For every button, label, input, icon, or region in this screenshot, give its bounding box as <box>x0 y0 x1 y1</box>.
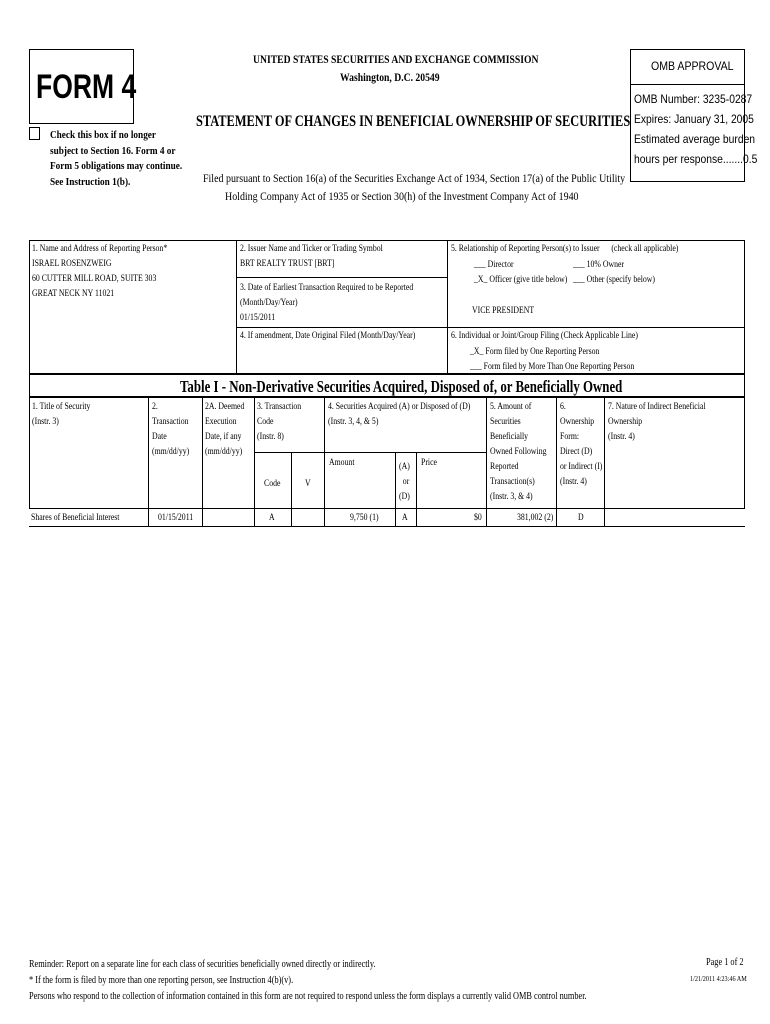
row-ownership-form: D <box>578 513 584 523</box>
page-number: Page 1 of 2 <box>706 957 744 968</box>
agency-name: UNITED STATES SECURITIES AND EXCHANGE COMMISSION <box>253 54 539 66</box>
footer-note: * If the form is filed by more than one reporting person, see Instruction 4(b)(v). <box>29 975 294 986</box>
col-code: Code <box>264 479 281 489</box>
row-title: Shares of Beneficial Interest <box>31 513 120 523</box>
relationship-ten-pct: ___ 10% Owner <box>573 260 625 270</box>
col-v: V <box>305 479 311 489</box>
col-ownership-form: 6. Ownership Form: Direct (D) or Indirect (I) (Instr. 4) <box>560 402 603 487</box>
col-securities-acquired: 4. Securities Acquired (A) or Disposed of (D) (Instr. 3, 4, & 5) <box>328 402 471 427</box>
col-transaction-code: 3. Transaction Code (Instr. 8) <box>257 402 302 442</box>
filing-more-persons: ___ Form filed by More Than One Reporting Person <box>470 362 635 372</box>
no-longer-subject-checkbox[interactable] <box>29 127 40 140</box>
filed-pursuant-line2: Holding Company Act of 1935 or Section 30(h) of the Investment Company Act of 1940 <box>225 189 579 203</box>
relationship-officer: _X_ Officer (give title below) <box>474 275 568 285</box>
row-amount: 9,750 (1) <box>350 513 379 523</box>
box1-reporting-person: 1. Name and Address of Reporting Person* ISRAEL ROSENZWEIG 60 CUTTER MILL ROAD, SUITE 303 GREAT NECK NY 11021 <box>32 242 167 302</box>
box4-amendment: 4. If amendment, Date Original Filed (Month/Day/Year) <box>240 331 416 341</box>
relationship-director: ___ Director <box>474 260 514 270</box>
omb-hours: hours per response.......0.5 <box>634 152 758 166</box>
table1-title: Table I - Non-Derivative Securities Acquired, Disposed of, or Beneficially Owned <box>180 377 623 396</box>
footer-persons: Persons who respond to the collection of information contained in this form are not required to respond unless the form displays a currently valid OMB control number. <box>29 991 587 1002</box>
checkbox-note: Check this box if no longer subject to Section 16. Form 4 or Form 5 obligations may continue. See Instruction 1(b). <box>50 130 183 188</box>
officer-title: VICE PRESIDENT <box>472 306 535 316</box>
col-indirect-ownership: 7. Nature of Indirect Beneficial Ownership (Instr. 4) <box>608 402 706 442</box>
row-code: A <box>269 513 275 523</box>
filed-pursuant-line1: Filed pursuant to Section 16(a) of the Securities Exchange Act of 1934, Section 17(a) of the Public Utility <box>203 171 626 185</box>
box3-transaction-date: 3. Date of Earliest Transaction Required to be Reported (Month/Day/Year) 01/15/2011 <box>240 281 413 326</box>
box5-relationship: 5. Relationship of Reporting Person(s) to Issuer (check all applicable) <box>451 244 679 254</box>
omb-expires: Expires: January 31, 2005 <box>634 112 754 126</box>
row-date: 01/15/2011 <box>158 513 194 523</box>
filing-one-person: _X_ Form filed by One Reporting Person <box>470 347 600 357</box>
row-owned: 381,002 (2) <box>517 513 554 523</box>
box6-filing: 6. Individual or Joint/Group Filing (Check Applicable Line) <box>451 331 638 341</box>
col-amount: Amount <box>329 458 355 468</box>
footer-reminder: Reminder: Report on a separate line for each class of securities beneficially owned directly or indirectly. <box>29 959 376 970</box>
reporting-person-name: ISRAEL ROSENZWEIG <box>32 259 112 269</box>
box2-issuer: 2. Issuer Name and Ticker or Trading Symbol BRT REALTY TRUST [BRT] <box>240 242 383 272</box>
footer-notes <box>29 957 587 1005</box>
earliest-transaction-date: 01/15/2011 <box>240 313 276 323</box>
issuer-name: BRT REALTY TRUST [BRT] <box>240 259 335 269</box>
omb-number: OMB Number: 3235-0287 <box>634 92 753 106</box>
agency-city: Washington, D.C. 20549 <box>340 72 440 84</box>
col-deemed-execution-date: 2A. Deemed Execution Date, if any (mm/dd/yy) <box>205 402 245 457</box>
col-title-of-security: 1. Title of Security (Instr. 3) <box>32 402 91 427</box>
print-timestamp: 1/21/2011 4:23:46 AM <box>690 974 747 983</box>
col-transaction-date: 2. Transaction Date (mm/dd/yy) <box>152 402 190 457</box>
reporting-person-address1: 60 CUTTER MILL ROAD, SUITE 303 <box>32 274 157 284</box>
reporting-person-address2: GREAT NECK NY 11021 <box>32 289 115 299</box>
row-a-or-d: A <box>402 513 408 523</box>
relationship-other: ___ Other (specify below) <box>573 275 655 285</box>
omb-burden: Estimated average burden <box>634 132 756 146</box>
omb-title: OMB APPROVAL <box>651 59 734 73</box>
form-badge: FORM 4 <box>36 68 137 106</box>
form-title: STATEMENT OF CHANGES IN BENEFICIAL OWNERSHIP OF SECURITIES <box>196 113 631 130</box>
col-a-or-d: (A) or (D) <box>399 462 410 502</box>
omb-info <box>634 89 757 169</box>
col-amount-owned: 5. Amount of Securities Beneficially Owned Following Reported Transaction(s) (Instr. 3, & 4) <box>490 402 547 502</box>
row-price: $0 <box>474 513 482 523</box>
col-price: Price <box>421 458 438 468</box>
